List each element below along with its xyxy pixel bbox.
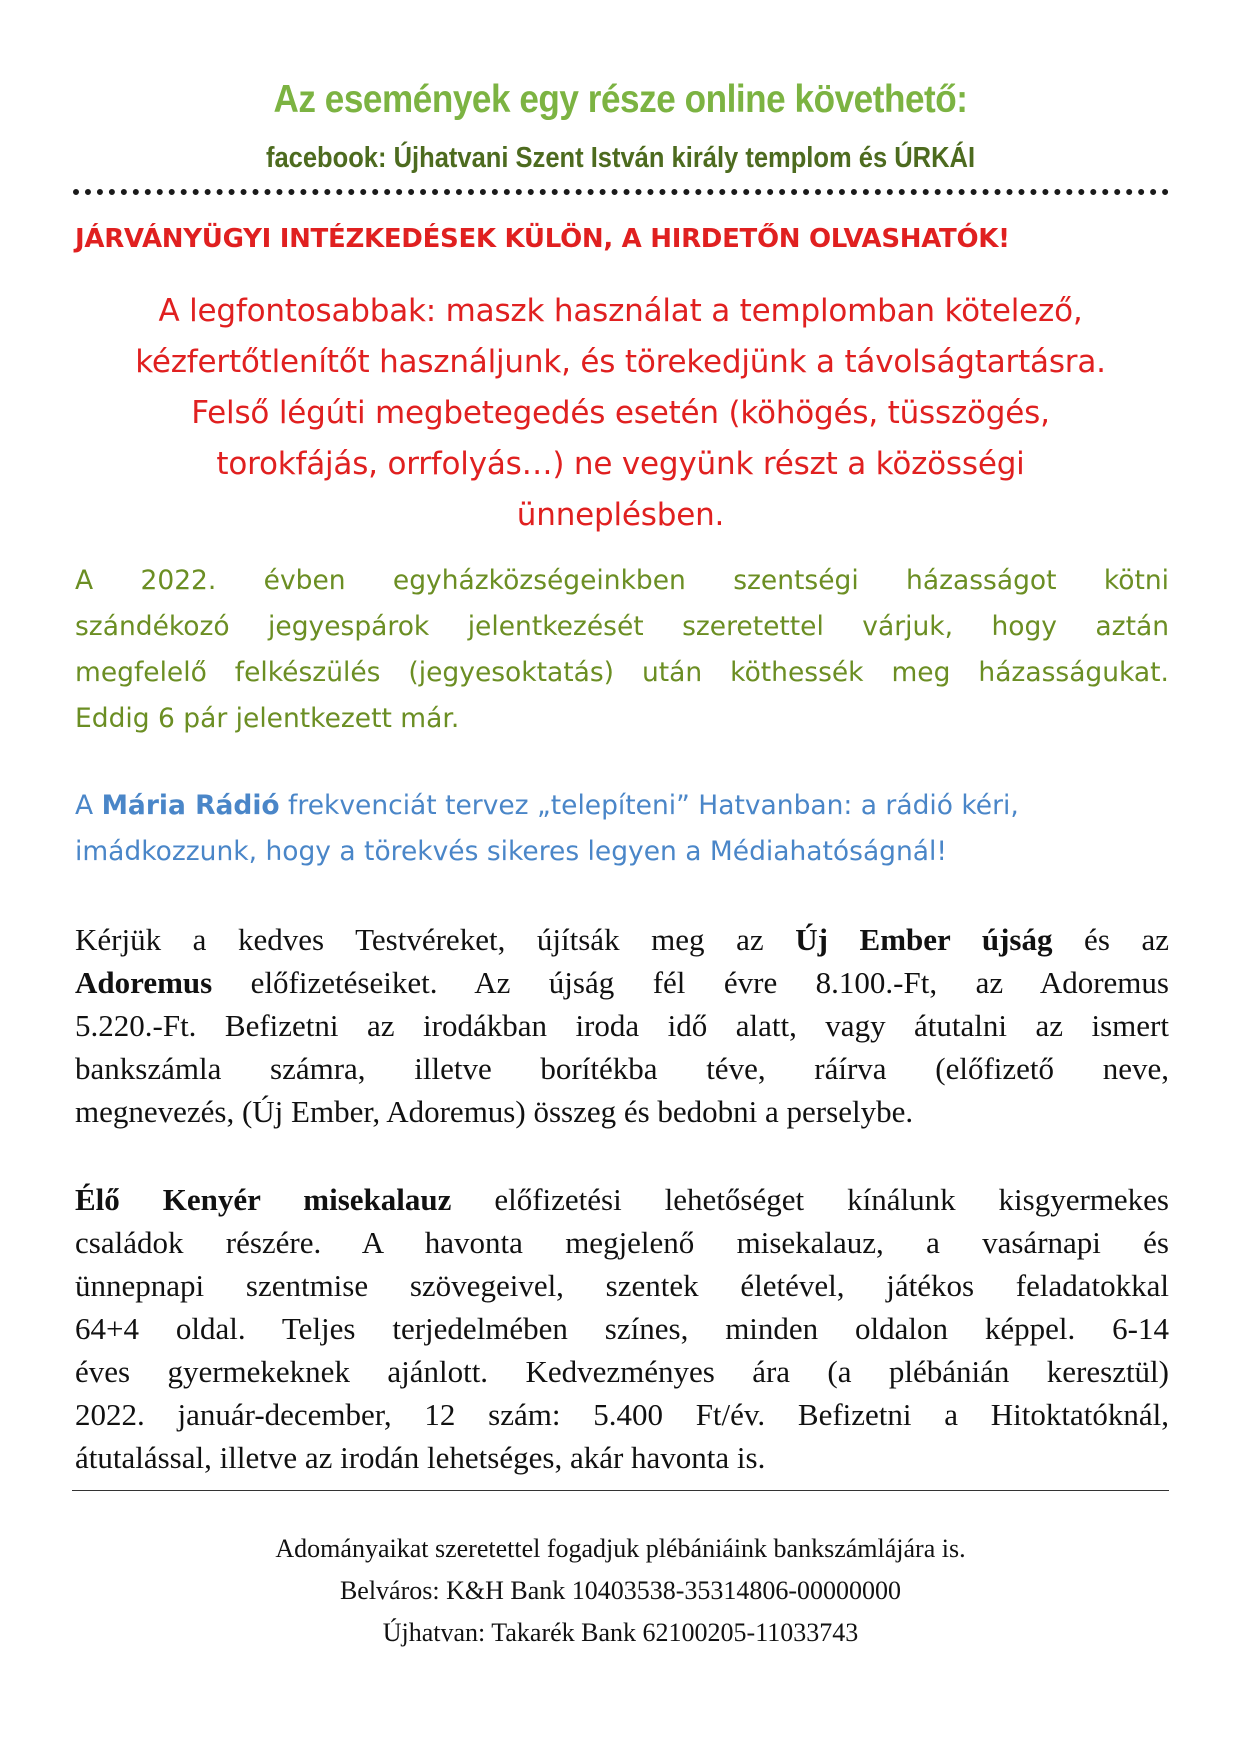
bank-account-belvaros: Belváros: K&H Bank 10403538-35314806-00000000 xyxy=(339,1576,902,1605)
epidemic-rules xyxy=(60,286,1181,541)
bank-account-ujhatvan: Újhatvan: Takarék Bank 62100205-11033743 xyxy=(382,1618,859,1647)
elo-kenyer-line: éves gyermekeknek ajánlott. Kedvezményes ára (a plébánián keresztül) xyxy=(75,1354,1169,1389)
epidemic-line: torokfájás, orrfolyás…) ne vegyünk részt a közösségi xyxy=(216,446,1025,482)
magazine-name: Adoremus xyxy=(75,965,213,1000)
radio-prefix: A xyxy=(75,790,102,821)
footer-divider xyxy=(72,1490,1169,1491)
wedding-line: A 2022. évben egyházközségeinkben szentségi házasságot kötni xyxy=(75,565,1169,596)
subscription-line xyxy=(75,918,1169,961)
text: előfizetéseiket. Az újság fél évre 8.100.-Ft, az Adoremus xyxy=(212,965,1169,1000)
donation-intro: Adományaikat szeretettel fogadjuk plébániáink bankszámlájára is. xyxy=(275,1534,966,1563)
text: és az xyxy=(1052,922,1169,957)
elo-kenyer-paragraph xyxy=(75,1178,1169,1479)
radio-line-2: imádkozzunk, hogy a törekvés sikeres legyen a Médiahatóságnál! xyxy=(75,836,948,867)
subscription-line: megnevezés, (Új Ember, Adoremus) összeg és bedobni a perselybe. xyxy=(75,1094,914,1129)
elo-kenyer-line: átutalással, illetve az irodán lehetséges, akár havonta is. xyxy=(75,1440,766,1475)
elo-kenyer-line: 64+4 oldal. Teljes terjedelmében színes, minden oldalon képpel. 6-14 xyxy=(75,1311,1169,1346)
publication-name: Élő Kenyér misekalauz xyxy=(75,1182,452,1217)
online-heading: Az események egy része online követhető: xyxy=(273,78,968,121)
subscription-line xyxy=(75,961,1169,1004)
wedding-line: Eddig 6 pár jelentkezett már. xyxy=(75,703,460,734)
newspaper-name: Új Ember újság xyxy=(795,922,1053,957)
radio-line-1 xyxy=(75,783,1169,829)
subscription-paragraph xyxy=(75,918,1169,1133)
elo-kenyer-line: ünnepnapi szentmise szövegeivel, szentek életével, játékos feladatokkal xyxy=(75,1268,1169,1303)
elo-kenyer-line: családok részére. A havonta megjelenő misekalauz, a vasárnapi és xyxy=(75,1225,1169,1260)
wedding-announcement xyxy=(75,558,1169,742)
epidemic-line: Felső légúti megbetegedés esetén (köhögés, tüsszögés, xyxy=(191,395,1050,431)
epidemic-heading: JÁRVÁNYÜGYI INTÉZKEDÉSEK KÜLÖN, A HIRDETŐN OLVASHATÓK! xyxy=(75,224,1010,254)
text: Kérjük a kedves Testvéreket, újítsák meg az xyxy=(75,922,796,957)
elo-kenyer-line xyxy=(75,1178,1169,1221)
subscription-line: 5.220.-Ft. Befizetni az irodákban iroda idő alatt, vagy átutalni az ismert xyxy=(75,1008,1169,1043)
subscription-line: bankszámla számra, illetve borítékba téve, ráírva (előfizető neve, xyxy=(75,1051,1169,1086)
epidemic-line: kézfertőtlenítőt használjunk, és törekedjünk a távolságtartásra. xyxy=(135,344,1106,380)
text: előfizetési lehetőséget kínálunk kisgyermekes xyxy=(451,1182,1169,1217)
dotted-divider xyxy=(73,189,1169,195)
donation-footer xyxy=(0,1528,1241,1654)
radio-text: frekvenciát tervez „telepíteni” Hatvanban: a rádió kéri, xyxy=(279,790,1019,821)
radio-announcement xyxy=(75,783,1169,875)
wedding-line: megfelelő felkészülés (jegyesoktatás) után köthessék meg házasságukat. xyxy=(75,657,1169,688)
epidemic-line: A legfontosabbak: maszk használat a templomban kötelező, xyxy=(158,293,1083,329)
radio-name: Mária Rádió xyxy=(101,790,280,821)
elo-kenyer-line: 2022. január-december, 12 szám: 5.400 Ft/év. Befizetni a Hitoktatóknál, xyxy=(75,1397,1169,1432)
facebook-line: facebook: Újhatvani Szent István király templom és ÚRKÁI xyxy=(265,142,976,174)
epidemic-line: ünneplésben. xyxy=(516,497,725,533)
wedding-line: szándékozó jegyespárok jelentkezését szeretettel várjuk, hogy aztán xyxy=(75,611,1169,642)
